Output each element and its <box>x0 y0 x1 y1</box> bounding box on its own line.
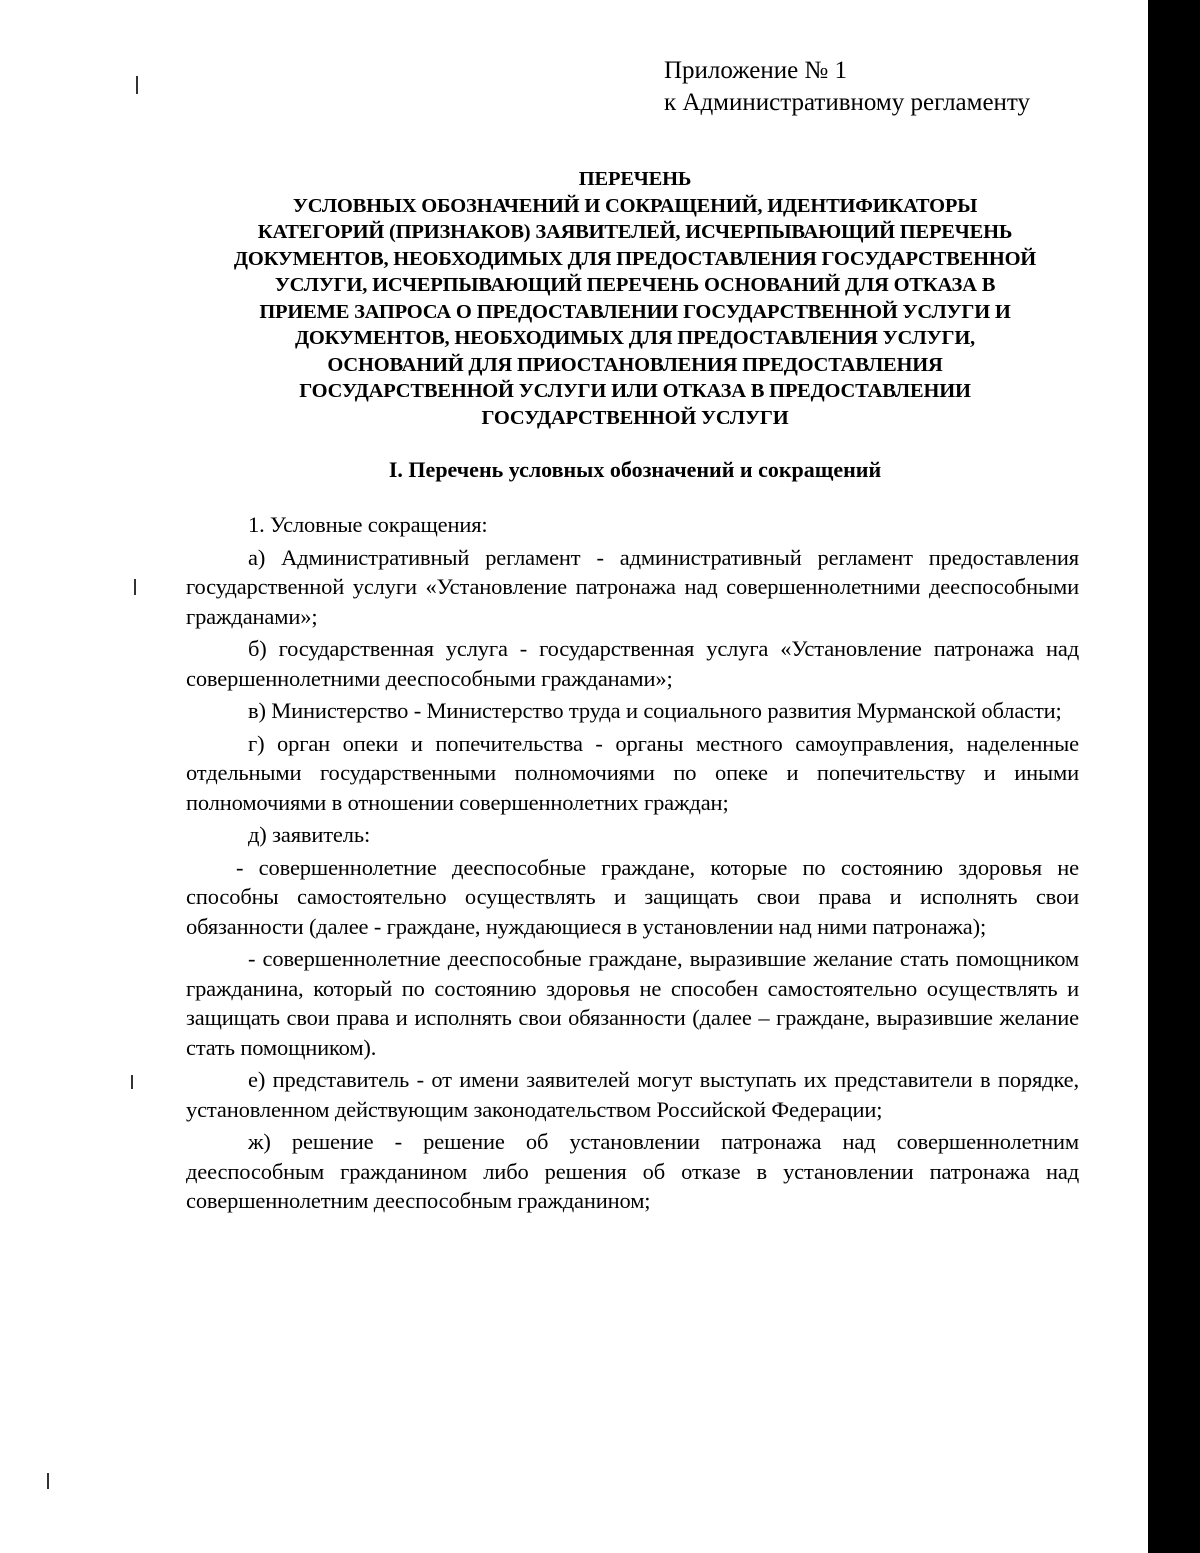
title-line: ГОСУДАРСТВЕННОЙ УСЛУГИ ИЛИ ОТКАЗА В ПРЕДОСТАВЛЕНИИ <box>299 380 971 402</box>
paragraph-abbreviations: 1. Условные сокращения: <box>248 512 488 537</box>
scan-edge-shadow <box>1148 0 1200 1553</box>
title-line: ПЕРЕЧЕНЬ <box>578 168 692 190</box>
appendix-reference: к Административному регламенту <box>664 89 1031 116</box>
title-line: УСЛОВНЫХ ОБОЗНАЧЕНИЙ И СОКРАЩЕНИЙ, ИДЕНТИФИКАТОРЫ <box>292 194 978 217</box>
title-line: ДОКУМЕНТОВ, НЕОБХОДИМЫХ ДЛЯ ПРЕДОСТАВЛЕНИЯ УСЛУГИ, <box>295 327 975 349</box>
scan-speck <box>134 579 136 595</box>
scan-speck <box>131 1075 133 1089</box>
paragraph-d: д) заявитель: <box>248 822 371 847</box>
title-line: ПРИЕМЕ ЗАПРОСА О ПРЕДОСТАВЛЕНИИ ГОСУДАРСТВЕННОЙ УСЛУГИ И <box>259 300 1011 323</box>
title-line: ГОСУДАРСТВЕННОЙ УСЛУГИ <box>481 406 789 429</box>
appendix-number: Приложение № 1 <box>664 57 848 84</box>
document-body <box>186 510 1079 1219</box>
paragraph-e: е) представитель - от имени заявителей могут выступать их представители в порядке, установленном действующим законодательством Российской Федерации; <box>186 1067 1079 1122</box>
paragraph-d-item-2: - совершеннолетние дееспособные граждане, выразившие желание стать помощником гражданина, который по состоянию здоровья не способен самостоятельно осуществлять и защищать свои права и исполнять свои обязанности (далее – граждане, выразившие желание стать помощником). <box>186 946 1079 1060</box>
scan-speck <box>47 1473 49 1489</box>
scan-speck <box>136 76 138 94</box>
section-heading: I. Перечень условных обозначений и сокращений <box>388 457 882 482</box>
paragraph-v: в) Министерство - Министерство труда и социального развития Мурманской области; <box>248 698 1062 723</box>
title-line: КАТЕГОРИЙ (ПРИЗНАКОВ) ЗАЯВИТЕЛЕЙ, ИСЧЕРПЫВАЮЩИЙ ПЕРЕЧЕНЬ <box>257 221 1013 243</box>
paragraph-b: б) государственная услуга - государственная услуга «Установление патронажа над совершеннолетними дееспособными гражданами»; <box>186 636 1079 691</box>
document-title <box>180 166 1090 431</box>
paragraph-d-item-1: - совершеннолетние дееспособные граждане, которые по состоянию здоровья не способны самостоятельно осуществлять и защищать свои права и исполнять свои обязанности (далее - граждане, нуждающиеся в установлении над ними патронажа); <box>186 854 1079 939</box>
appendix-note <box>664 55 1030 119</box>
title-line: ДОКУМЕНТОВ, НЕОБХОДИМЫХ ДЛЯ ПРЕДОСТАВЛЕНИЯ ГОСУДАРСТВЕННОЙ <box>233 247 1037 270</box>
paragraph-a: а) Административный регламент - административный регламент предоставления государственной услуги «Установление патронажа над совершеннолетними дееспособными гражданами»; <box>186 544 1079 629</box>
paragraph-zh: ж) решение - решение об установлении патронажа над совершеннолетним дееспособным гражданином либо решения об отказе в установлении патронажа над совершеннолетним дееспособным гражданином; <box>186 1129 1079 1213</box>
title-line: УСЛУГИ, ИСЧЕРПЫВАЮЩИЙ ПЕРЕЧЕНЬ ОСНОВАНИЙ ДЛЯ ОТКАЗА В <box>274 274 996 296</box>
title-line: ОСНОВАНИЙ ДЛЯ ПРИОСТАНОВЛЕНИЯ ПРЕДОСТАВЛЕНИЯ <box>327 353 943 376</box>
paragraph-g: г) орган опеки и попечительства - органы местного самоуправления, наделенные отдельными государственными полномочиями по опеке и попечительству и иными полномочиями в отношении совершеннолетних граждан; <box>186 730 1079 815</box>
